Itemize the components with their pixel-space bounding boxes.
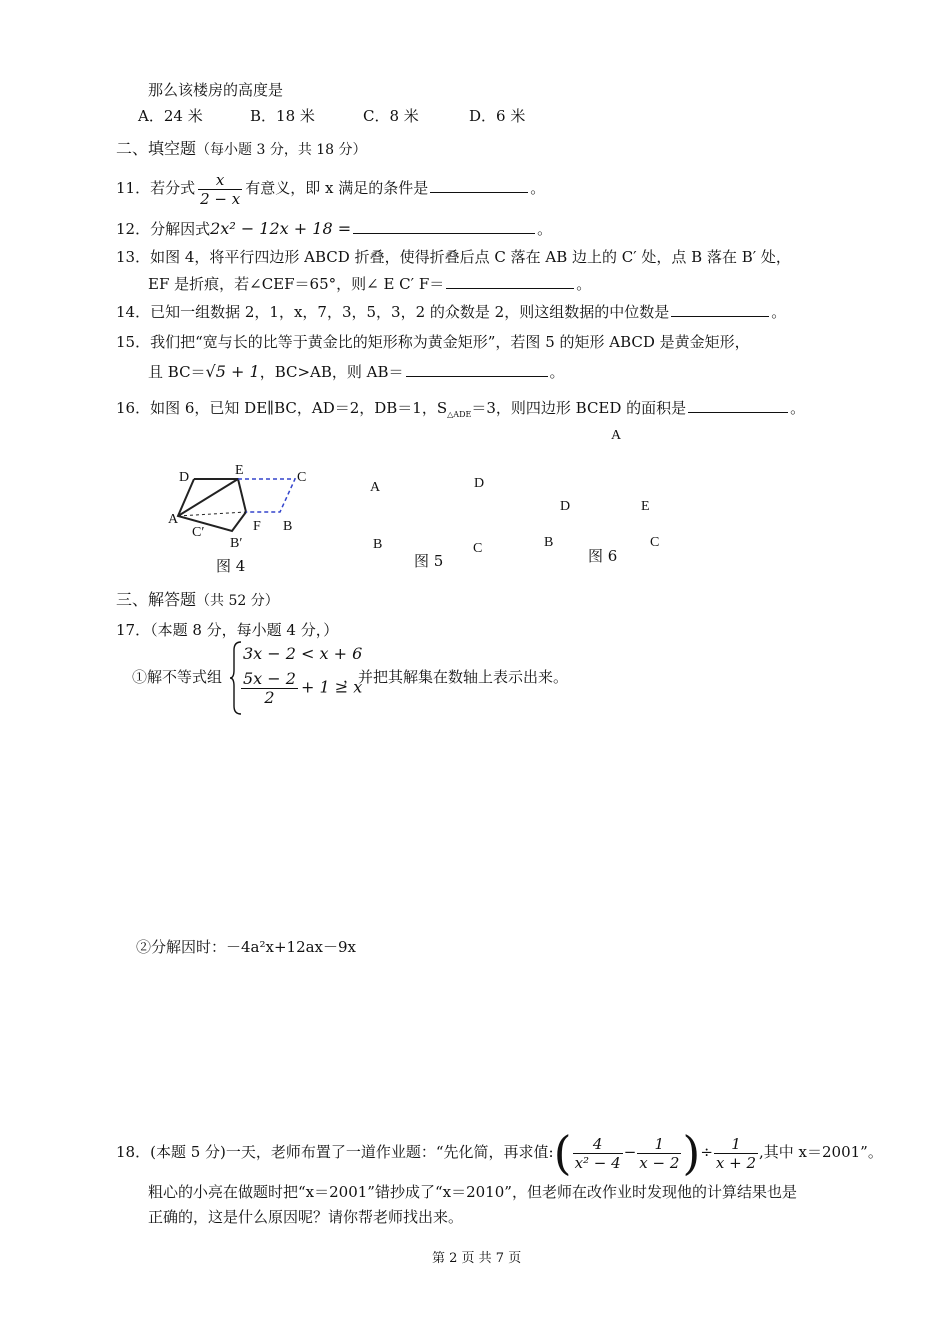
q18-divide: ÷ xyxy=(700,1143,713,1161)
q10-stem: 那么该楼房的高度是 xyxy=(148,81,284,99)
q16-pre: 如图 6，已知 DE∥BC，AD＝2，DB＝1，S xyxy=(150,399,448,417)
fig6-label-d: D xyxy=(560,499,571,514)
q14-number: 14． xyxy=(116,303,151,321)
q17-heading: 17．（本题 8 分，每小题 4 分，） xyxy=(116,621,339,639)
q10-option-a: A．24 米 xyxy=(138,107,203,125)
section2-note: （每小题 3 分，共 18 分） xyxy=(196,142,367,158)
q11-number: 11． xyxy=(116,179,151,197)
q11-frac-den: 2 − x xyxy=(200,189,241,208)
page-footer: 第 2 页 共 7 页 xyxy=(432,1251,522,1266)
q13-line2 xyxy=(148,274,591,294)
q18-fraction-2 xyxy=(637,1135,681,1172)
q11-fraction xyxy=(198,171,242,208)
fig6-label-a: A xyxy=(611,428,622,443)
q11-end: 。 xyxy=(530,179,546,197)
q18-line1 xyxy=(116,1126,883,1180)
q18-paren-close: ) xyxy=(682,1126,701,1180)
q18-paren-open: ( xyxy=(553,1126,572,1180)
q18-line2: 粗心的小亮在做题时把“x＝2001”错抄成了“x＝2010”，但老师在改作业时发现他的计算结果也是 xyxy=(148,1183,797,1201)
section3-title: 三、解答题 xyxy=(116,590,197,609)
fig4-label-bprime: B′ xyxy=(230,536,243,551)
fig4-label-f: F xyxy=(253,519,261,534)
q13-end: 。 xyxy=(576,275,592,293)
q10-option-b: B．18 米 xyxy=(250,107,315,125)
q16-number: 16． xyxy=(116,399,151,417)
fig6-label-b: B xyxy=(544,535,554,550)
q14-text: 已知一组数据 2，1，x，7，3，5，3，2 的众数是 2，则这组数据的中位数是 xyxy=(150,303,670,321)
q11-pre: 若分式 xyxy=(150,179,196,197)
section2-title: 二、填空题 xyxy=(116,139,197,158)
q18-f2-num: 1 xyxy=(654,1134,665,1153)
q16-answer-blank[interactable] xyxy=(688,398,788,413)
fig4-original-part xyxy=(238,479,295,512)
q18-minus: − xyxy=(623,1143,637,1161)
q13-answer-blank[interactable] xyxy=(446,274,574,289)
q15-text2-post: ，BC>AB，则 AB＝ xyxy=(259,363,404,381)
fig5-label-b: B xyxy=(373,537,383,552)
q13-text1: 如图 4，将平行四边形 ABCD 折叠，使得折叠后点 C 落在 AB 边上的 C′ 处，点 B 落在 B′ 处， xyxy=(150,248,791,266)
q16-subscript: △ADE xyxy=(447,410,472,419)
q12-number: 12． xyxy=(116,220,151,238)
fig4-folded-outline xyxy=(178,479,246,531)
q18-tail: ,其中 x＝2001”。 xyxy=(759,1143,883,1161)
q15-expression: √5 + 1 xyxy=(205,362,260,381)
fig4-line-ab xyxy=(178,512,246,516)
q12-pre: 分解因式 xyxy=(150,220,211,238)
fig5-label-a: A xyxy=(370,480,381,495)
q10-option-d: D．6 米 xyxy=(469,107,526,125)
q17-part1-post: ，并把其解集在数轴上表示出来。 xyxy=(343,668,569,686)
q14-answer-blank[interactable] xyxy=(671,302,769,317)
fig4-caption: 图 4 xyxy=(216,557,246,575)
q16 xyxy=(116,398,805,425)
fig6-label-e: E xyxy=(641,499,650,514)
q16-post: ＝3，则四边形 BCED 的面积是 xyxy=(471,399,687,417)
q15-line1 xyxy=(116,332,750,352)
q15-number: 15． xyxy=(116,333,151,351)
q15-answer-blank[interactable] xyxy=(406,362,548,377)
q10-option-c: C．8 米 xyxy=(363,107,419,125)
fig6-label-c: C xyxy=(650,535,660,550)
q14-end: 。 xyxy=(771,303,787,321)
fig4-label-a: A xyxy=(168,512,179,527)
q18-line3: 正确的，这是什么原因呢？请你帮老师找出来。 xyxy=(148,1208,464,1226)
q13-number: 13． xyxy=(116,248,151,266)
fig4-label-e: E xyxy=(235,463,244,478)
fig5-caption: 图 5 xyxy=(414,552,444,570)
q15-text1: 我们把“宽与长的比等于黄金比的矩形称为黄金矩形”，若图 5 的矩形 ABCD 是黄金矩形， xyxy=(150,333,750,351)
q18-fraction-3 xyxy=(714,1135,758,1172)
q14 xyxy=(116,302,786,322)
section2-heading xyxy=(116,139,367,160)
q12-answer-blank[interactable] xyxy=(353,219,535,234)
q15-text2-pre: 且 BC＝ xyxy=(148,363,206,381)
q11-answer-blank[interactable] xyxy=(430,178,528,193)
q16-end: 。 xyxy=(790,399,806,417)
q12-expression: 2x² − 12x + 18 = xyxy=(210,219,352,238)
section3-heading xyxy=(116,590,279,611)
q18-fraction-1 xyxy=(573,1135,623,1172)
fig4-label-cprime: C′ xyxy=(192,525,205,540)
q11-frac-num: x xyxy=(215,170,225,189)
q18-head: 18．(本题 5 分)一天，老师布置了一道作业题：“先化简，再求值: xyxy=(116,1143,554,1161)
q17-inequality-1: 3x − 2 < x + 6 xyxy=(243,644,363,663)
q18-f1-num: 4 xyxy=(592,1134,603,1153)
q15-line2 xyxy=(148,362,565,382)
q17-part2: ②分解因时：－4a²x+12ax－9x xyxy=(136,938,357,956)
q13-text2: EF 是折痕，若∠CEF＝65°，则∠ E C′ F＝ xyxy=(148,275,445,293)
q11 xyxy=(116,168,545,208)
fig5-label-c: C xyxy=(473,541,483,556)
fig6-caption: 图 6 xyxy=(588,547,618,565)
section3-note: （共 52 分） xyxy=(196,593,279,609)
q17-part1-pre: ①解不等式组 xyxy=(132,668,223,686)
q15-end: 。 xyxy=(549,363,565,381)
fig4-label-d: D xyxy=(179,470,190,485)
q11-post: 有意义，即 x 满足的条件是 xyxy=(245,179,429,197)
fig4-label-c: C xyxy=(297,470,307,485)
q12 xyxy=(116,219,552,239)
q17-ineq2-den: 2 xyxy=(241,688,298,707)
q18-f3-num: 1 xyxy=(731,1134,741,1153)
q12-end: 。 xyxy=(537,220,553,238)
fig5-label-d: D xyxy=(474,476,485,491)
q17-ineq2-fraction xyxy=(241,670,298,707)
q18-f3-den: x + 2 xyxy=(715,1153,757,1172)
fig4-label-b: B xyxy=(283,519,293,534)
q17-ineq2-num: 5x − 2 xyxy=(243,669,296,688)
q13-line1 xyxy=(116,247,791,267)
q17-ineq2-post: + 1 ≥ x xyxy=(300,677,363,697)
q18-f1-den: x² − 4 xyxy=(574,1153,621,1172)
q18-f2-den: x − 2 xyxy=(639,1153,680,1172)
